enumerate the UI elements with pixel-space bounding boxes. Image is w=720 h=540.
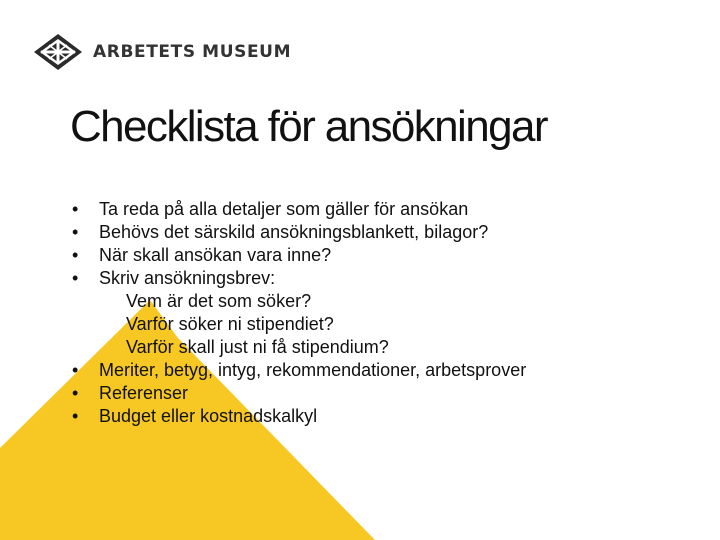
list-item-text: Ta reda på alla detaljer som gäller för ansökan bbox=[99, 199, 469, 219]
list-item bbox=[70, 382, 690, 405]
list-item-text: Behövs det särskild ansökningsblankett, bilagor? bbox=[99, 222, 489, 242]
list-item-text: Vem är det som söker? bbox=[126, 291, 312, 311]
list-item bbox=[70, 244, 690, 267]
list-item-text: Meriter, betyg, intyg, rekommendationer, arbetsprover bbox=[99, 360, 527, 380]
list-item-text: Skriv ansökningsbrev: bbox=[99, 268, 276, 288]
bullet-icon: • bbox=[72, 383, 79, 403]
sub-list-item bbox=[70, 290, 690, 313]
list-item bbox=[70, 267, 690, 290]
bullet-icon: • bbox=[72, 268, 79, 288]
list-item bbox=[70, 221, 690, 244]
list-item-text: När skall ansökan vara inne? bbox=[99, 245, 332, 265]
bullet-icon: • bbox=[72, 199, 79, 219]
checklist bbox=[70, 198, 690, 428]
list-item bbox=[70, 359, 690, 382]
logo bbox=[33, 33, 291, 71]
slide-title: Checklista för ansökningar bbox=[70, 102, 547, 151]
list-item-text: Budget eller kostnadskalkyl bbox=[99, 406, 318, 426]
list-item-text: Referenser bbox=[99, 383, 189, 403]
bullet-icon: • bbox=[72, 406, 79, 426]
bullet-icon: • bbox=[72, 222, 79, 242]
sub-list-item bbox=[70, 336, 690, 359]
list-item bbox=[70, 405, 690, 428]
logo-text: ARBETETS MUSEUM bbox=[93, 42, 292, 62]
list-item-text: Varför skall just ni få stipendium? bbox=[126, 337, 389, 357]
list-item bbox=[70, 198, 690, 221]
sub-list-item bbox=[70, 313, 690, 336]
bullet-icon: • bbox=[72, 245, 79, 265]
bullet-icon: • bbox=[72, 360, 79, 380]
arbetets-museum-emblem-icon bbox=[33, 33, 83, 71]
list-item-text: Varför söker ni stipendiet? bbox=[126, 314, 334, 334]
